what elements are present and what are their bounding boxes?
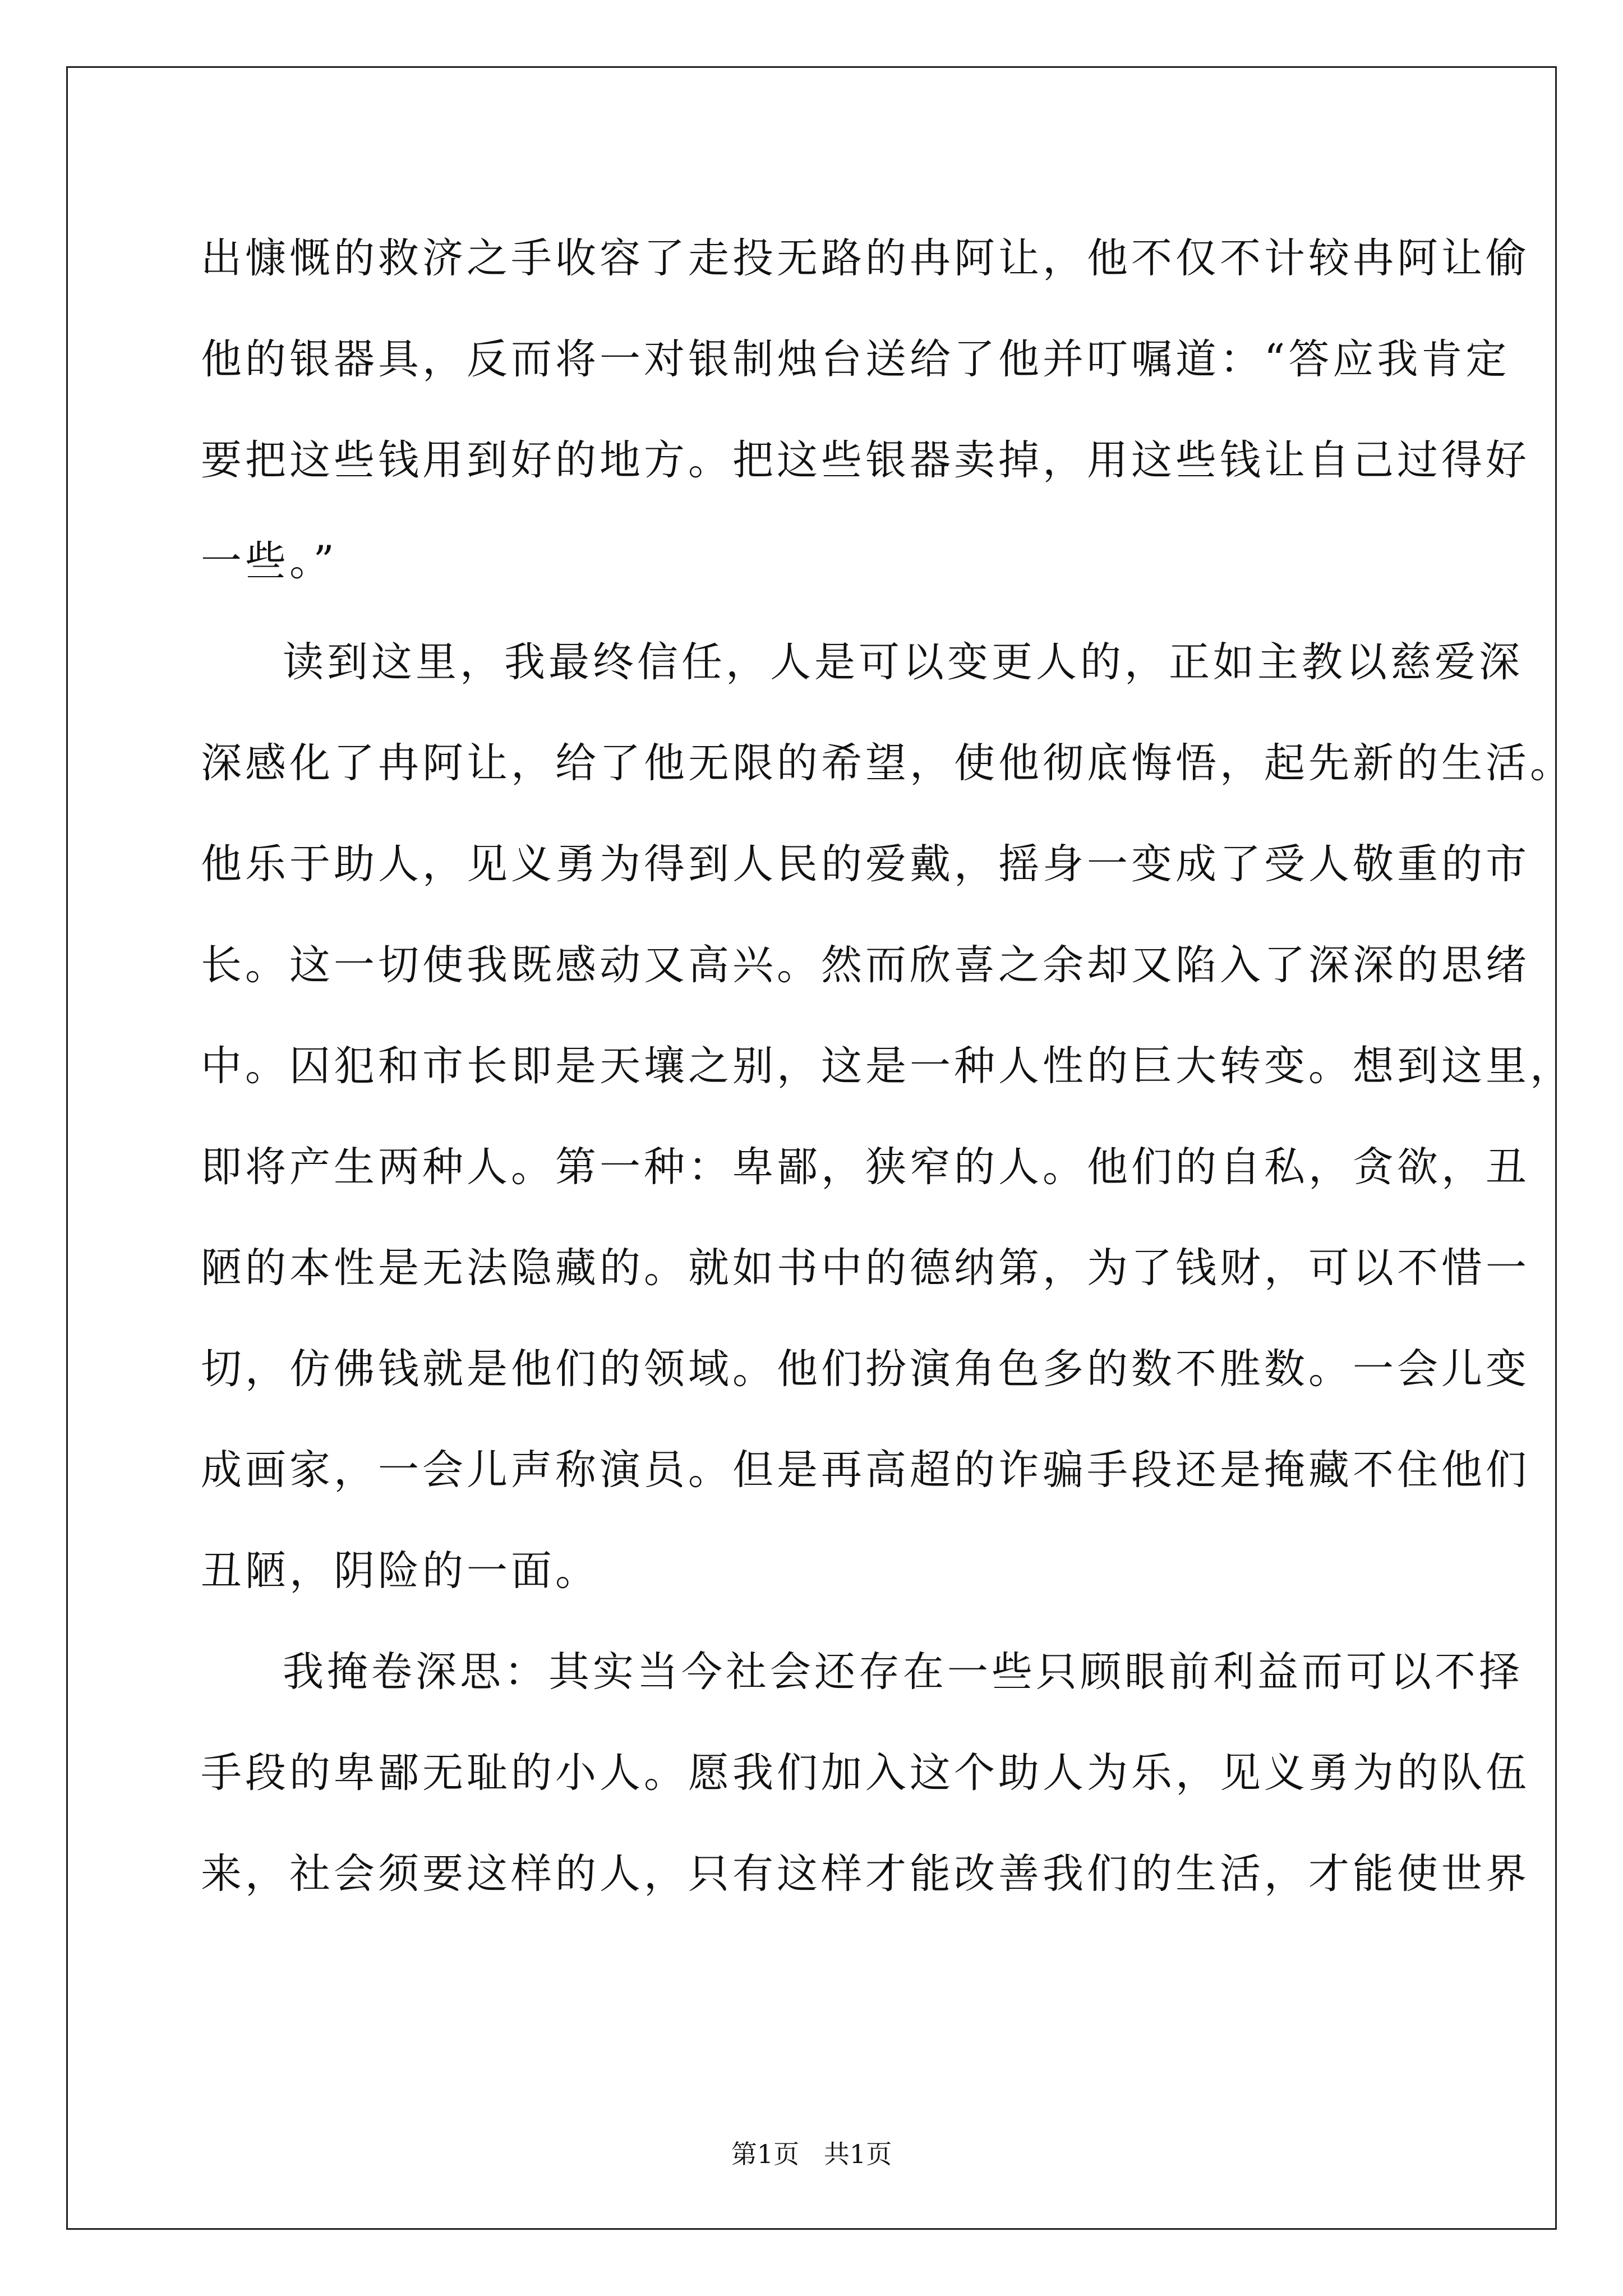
text-line-11: 陋的本性是无法隐藏的。就如书中的德纳第，为了钱财，可以不惜一: [201, 1244, 1530, 1292]
text-line-5: 读到这里，我最终信任，人是可以变更人的，正如主教以慈爱深: [283, 638, 1523, 686]
text-line-9: 中。囚犯和市长即是天壤之别，这是一种人性的巨大转变。想到这里，: [201, 1042, 1574, 1090]
text-line-13: 成画家，一会儿声称演员。但是再高超的诈骗手段还是掩藏不住他们: [201, 1446, 1530, 1494]
text-line-7: 他乐于助人，见义勇为得到人民的爱戴，摇身一变成了受人敬重的市: [201, 840, 1530, 888]
text-line-4: 一些。”: [201, 537, 338, 585]
text-line-16: 手段的卑鄙无耻的小人。愿我们加入这个助人为乐，见义勇为的队伍: [201, 1749, 1530, 1797]
text-line-10: 即将产生两种人。第一种：卑鄙，狭窄的人。他们的自私，贪欲，丑: [201, 1143, 1530, 1191]
text-line-6: 深感化了冉阿让，给了他无限的希望，使他彻底悔悟，起先新的生活。: [201, 739, 1574, 787]
text-line-8: 长。这一切使我既感动又高兴。然而欣喜之余却又陷入了深深的思绪: [201, 941, 1530, 989]
text-line-2: 他的银器具，反而将一对银制烛台送给了他并叮嘱道：“答应我肯定: [201, 335, 1510, 383]
text-line-1: 出慷慨的救济之手收容了走投无路的冉阿让，他不仅不计较冉阿让偷: [201, 234, 1530, 282]
text-line-17: 来，社会须要这样的人，只有这样才能改善我们的生活，才能使世界: [201, 1850, 1530, 1898]
text-line-15: 我掩卷深思：其实当今社会还存在一些只顾眼前利益而可以不择: [283, 1648, 1523, 1696]
document-body: [201, 208, 1574, 1925]
text-line-3: 要把这些钱用到好的地方。把这些银器卖掉，用这些钱让自己过得好: [201, 436, 1530, 484]
text-line-14: 丑陋，阴险的一面。: [201, 1547, 600, 1595]
page-number-footer: 第1页 共1页: [731, 2139, 892, 2169]
text-line-12: 切，仿佛钱就是他们的领域。他们扮演角色多的数不胜数。一会儿变: [201, 1345, 1530, 1393]
